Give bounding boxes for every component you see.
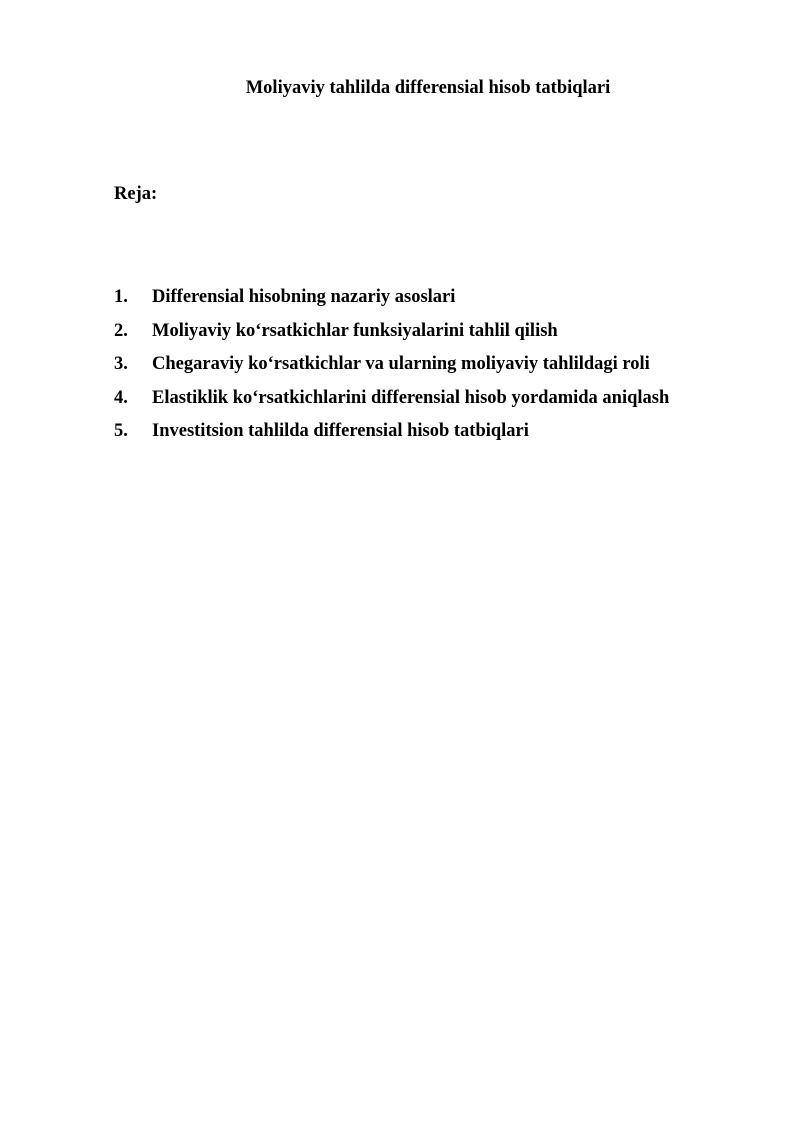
document-title: Moliyaviy tahlilda differensial hisob tatbiqlari xyxy=(245,78,611,98)
plan-item-number: 3. xyxy=(114,354,128,374)
plan-item-1 xyxy=(114,286,754,320)
plan-item-text: Elastiklik ko‘rsatkichlarini differensial hisob yordamida aniqlash xyxy=(152,387,670,408)
plan-item-number: 1. xyxy=(114,287,128,307)
plan-item-4 xyxy=(114,387,754,421)
plan-item-5 xyxy=(114,420,754,454)
plan-item-number: 5. xyxy=(114,421,128,441)
plan-heading: Reja: xyxy=(114,184,158,204)
plan-list xyxy=(114,286,754,454)
plan-item-2 xyxy=(114,320,754,354)
plan-item-text: Moliyaviy ko‘rsatkichlar funksiyalarini tahlil qilish xyxy=(152,320,558,341)
plan-item-3 xyxy=(114,353,754,387)
plan-item-text: Differensial hisobning nazariy asoslari xyxy=(152,287,456,307)
plan-item-number: 4. xyxy=(114,387,128,408)
plan-item-text: Chegaraviy ko‘rsatkichlar va ularning moliyaviy tahlildagi roli xyxy=(152,354,650,374)
plan-item-text: Investitsion tahlilda differensial hisob tatbiqlari xyxy=(152,421,529,441)
plan-item-number: 2. xyxy=(114,320,128,341)
